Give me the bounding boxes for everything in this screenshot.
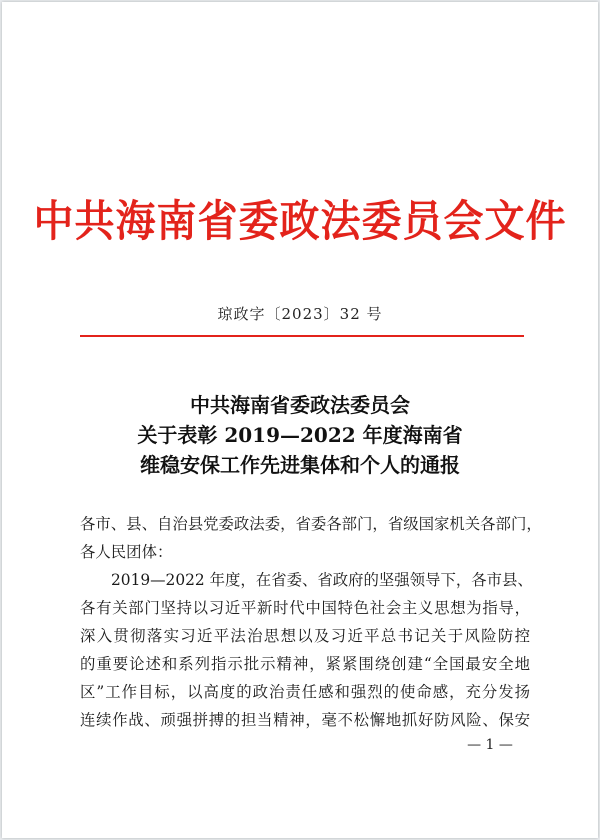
recipients-line-1: 各市、县、自治县党委政法委，省委各部门，省级国家机关各部门， <box>80 515 542 533</box>
notice-title-line-1: 中共海南省委政法委员会 <box>190 393 410 417</box>
document-header-title: 中共海南省委政法委员会文件 <box>33 196 567 247</box>
paragraph-line-5: 区”工作目标，以高度的政治责任感和强烈的使命感，充分发扬 <box>80 683 530 701</box>
document-number: 琼政字〔2023〕32 号 <box>217 305 383 323</box>
page-number-text: — 1 — <box>467 737 513 753</box>
document-body <box>80 510 542 734</box>
paragraph-line-3: 深入贯彻落实习近平法治思想以及习近平总书记关于风险防控 <box>80 627 530 645</box>
paragraph-line-1: 2019—2022 年度，在省委、省政府的坚强领导下，各市县、 <box>111 571 533 589</box>
notice-title <box>0 390 600 480</box>
page-number <box>0 737 600 753</box>
notice-title-line-2: 关于表彰 2019—2022 年度海南省 <box>137 423 463 447</box>
recipients-line-2: 各人民团体： <box>80 543 173 561</box>
paragraph-line-2: 各有关部门坚持以习近平新时代中国特色社会主义思想为指导， <box>80 599 530 617</box>
paragraph-line-6: 连续作战、顽强拼搏的担当精神，毫不松懈地抓好防风险、保安 <box>80 711 530 729</box>
paragraph-line-4: 的重要论述和系列指示批示精神，紧紧围绕创建“全国最安全地 <box>80 655 530 673</box>
notice-title-line-3: 维稳安保工作先进集体和个人的通报 <box>140 453 460 477</box>
header-red-rule <box>80 335 524 337</box>
